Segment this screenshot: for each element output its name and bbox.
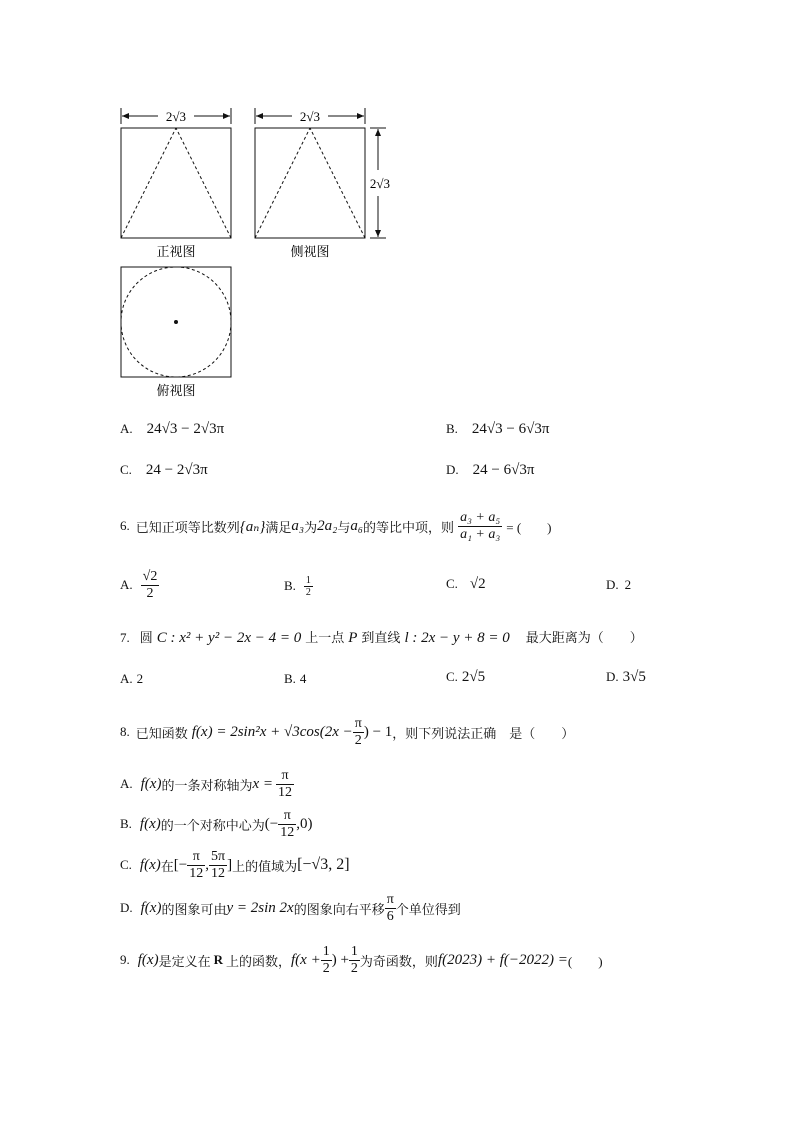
sequence-symbol: {aₙ}: [239, 518, 266, 535]
choice-letter: D.: [120, 900, 133, 915]
stem-text: 圆: [139, 630, 153, 645]
fraction-denominator: 2: [354, 732, 362, 748]
function-expression-end: ) − 1: [363, 723, 393, 740]
interval-end-fraction: [209, 849, 227, 882]
q8-stem: [120, 712, 574, 752]
side-height-dimension: [370, 128, 390, 238]
choice-letter: A.: [120, 421, 133, 436]
half-fraction: [321, 944, 332, 977]
fraction-numerator: π: [278, 808, 296, 825]
question-number: 8.: [120, 724, 130, 739]
shift-fraction: [385, 892, 396, 925]
stem-text: 上的函数，: [225, 953, 291, 969]
fraction-numerator: π: [187, 849, 205, 866]
front-width-dimension: [121, 108, 231, 124]
term-a3: a₃: [291, 517, 305, 534]
choice-letter: A.: [120, 776, 133, 791]
interval-comma: ,: [205, 856, 209, 873]
stem-text: 的等比中项，则: [363, 519, 455, 535]
choice-letter: B.: [284, 671, 296, 686]
q7-choice-b[interactable]: [284, 670, 306, 688]
q8-choice-b[interactable]: [120, 804, 312, 844]
fraction-numerator: π: [386, 891, 394, 907]
side-view: [255, 128, 365, 259]
choice-text: 3√5: [622, 669, 646, 685]
side-view-caption: 侧视图: [290, 244, 330, 259]
choice-text: 的一个对称中心为: [160, 817, 265, 833]
q6-stem: [120, 506, 552, 546]
fraction-denominator: 2: [305, 586, 311, 598]
pi-over-two: [353, 716, 364, 749]
choice-fraction: [141, 569, 160, 602]
choice-text: 24 − 2√3π: [145, 462, 208, 478]
q6-choice-c[interactable]: [446, 575, 486, 593]
axis-fraction: [276, 768, 294, 801]
fraction-denominator: a₁ + a₃: [460, 526, 501, 542]
interval-close: ]: [227, 856, 233, 873]
term-a6: a₆: [350, 517, 364, 534]
q5-choice-c[interactable]: [120, 461, 208, 479]
choice-letter: D.: [606, 577, 619, 592]
function-symbol: f(x): [137, 951, 159, 968]
function-symbol: f(x): [139, 815, 161, 832]
stem-text: 是定义在: [158, 953, 211, 969]
stem-text: 上一点: [305, 630, 345, 645]
choice-letter: A.: [120, 671, 133, 686]
choice-text: 在: [160, 858, 174, 874]
shifted-function-close: ) +: [331, 951, 349, 968]
interval-start-fraction: [187, 849, 205, 882]
fraction-denominator: 12: [278, 784, 293, 800]
fraction-numerator: 5π: [210, 848, 226, 864]
q5-choice-d[interactable]: [446, 461, 534, 479]
base-function: y = 2sin 2x: [226, 899, 294, 916]
stem-text: 为奇函数，则: [359, 953, 438, 969]
choice-letter: C.: [446, 576, 458, 591]
real-set-symbol: R: [213, 952, 223, 967]
top-view-caption: 俯视图: [156, 383, 196, 398]
fraction-denominator: 12: [280, 824, 295, 840]
three-view-figure: [110, 100, 410, 405]
q9-stem: [120, 940, 603, 980]
target-expression: f(2023) + f(−2022) =: [437, 951, 568, 968]
choice-text: 2√5: [461, 669, 486, 685]
stem-text: 已知正项等比数列: [135, 519, 240, 535]
choice-letter: C.: [446, 669, 458, 684]
choice-text: √2: [469, 576, 486, 592]
q8-choice-d[interactable]: [120, 888, 461, 928]
choice-letter: B.: [284, 578, 296, 593]
choice-text: 24 − 6√3π: [472, 462, 535, 478]
function-expression: f(x) = 2sin²x + √3cos(2x −: [191, 723, 353, 740]
q6-choice-b[interactable]: [284, 573, 313, 599]
circle-equation: C : x² + y² − 2x − 4 = 0: [156, 630, 302, 646]
range-interval: [−√3, 2]: [297, 856, 350, 873]
q8-choice-c[interactable]: [120, 845, 350, 885]
function-symbol: f(x): [140, 775, 162, 792]
question-number: 6.: [120, 518, 130, 533]
choice-text: 24√3 − 2√3π: [146, 421, 225, 437]
stem-text: 满足: [265, 519, 292, 535]
fraction-numerator: π: [354, 715, 362, 731]
function-symbol: f(x): [139, 856, 161, 873]
point-close: ,0): [296, 815, 313, 832]
choice-letter: C.: [120, 462, 132, 477]
stem-text: = ( ): [506, 519, 552, 535]
choice-fraction: [304, 575, 313, 598]
fraction-numerator: √2: [142, 568, 158, 584]
q7-choice-a[interactable]: [120, 670, 143, 688]
function-symbol: f(x): [140, 899, 162, 916]
side-width-label: 2√3: [299, 109, 321, 124]
stem-text: 已知函数: [135, 725, 188, 741]
q7-choice-d[interactable]: [606, 668, 646, 686]
fraction-denominator: 2: [322, 960, 330, 976]
q5-choice-a[interactable]: [120, 420, 224, 438]
axis-equation: x =: [252, 775, 274, 792]
front-view-caption: 正视图: [156, 244, 196, 259]
front-width-label: 2√3: [165, 109, 187, 124]
q6-choice-d[interactable]: [606, 576, 631, 594]
interval-open: [−: [173, 856, 188, 873]
fraction-numerator: π: [276, 768, 294, 785]
point-symbol: P: [348, 630, 358, 646]
choice-text: 上的值域为: [232, 858, 298, 874]
choice-text: 24√3 − 6√3π: [471, 421, 550, 437]
question-number: 9.: [120, 952, 130, 967]
choice-text: 4: [299, 671, 307, 686]
center-fraction: [278, 808, 296, 841]
front-view: [121, 128, 231, 259]
choice-letter: B.: [446, 421, 458, 436]
half-fraction: [349, 944, 360, 977]
question-number: 7.: [120, 630, 130, 645]
choice-letter: C.: [120, 857, 132, 872]
q7-choice-c[interactable]: [446, 668, 485, 686]
stem-text: 为: [304, 519, 318, 535]
fraction-numerator: 1: [350, 943, 358, 959]
choice-letter: D.: [446, 462, 459, 477]
choice-text: 2: [136, 671, 144, 686]
q5-choice-b[interactable]: [446, 420, 549, 438]
choice-text: 2: [624, 577, 632, 592]
choice-text: 的一条对称轴为: [161, 777, 253, 793]
fraction-denominator: 2: [141, 585, 160, 602]
side-height-label: 2√3: [369, 176, 391, 191]
fraction-numerator: 1: [322, 943, 330, 959]
point-open: (−: [264, 815, 279, 832]
choice-text: 的图象可由: [161, 901, 227, 917]
choice-letter: D.: [606, 669, 619, 684]
fraction-numerator: a₃ + a₅: [460, 509, 501, 525]
choice-letter: A.: [120, 577, 133, 592]
choice-letter: B.: [120, 816, 132, 831]
q8-choice-a[interactable]: [120, 764, 294, 804]
q6-choice-a[interactable]: [120, 565, 159, 605]
fraction-numerator: 1: [305, 574, 311, 586]
term-2a2: 2a₂: [317, 517, 338, 534]
stem-text: ，则下列说法正确 是（ ）: [392, 725, 575, 741]
stem-text: 最大距离为（ ）: [525, 630, 643, 645]
fraction-denominator: 2: [350, 960, 358, 976]
answer-paren: ( ): [567, 953, 603, 969]
side-width-dimension: [255, 108, 365, 124]
top-view: [121, 267, 231, 398]
fraction-denominator: 12: [189, 865, 204, 881]
choice-text: 个单位得到: [395, 901, 461, 917]
fraction-denominator: 6: [386, 908, 394, 924]
stem-text: 到直线: [361, 630, 401, 645]
choice-text: 的图象向右平移: [293, 901, 385, 917]
q7-stem: [120, 627, 643, 647]
fraction-denominator: 12: [211, 865, 226, 881]
shifted-function-open: f(x +: [291, 951, 321, 968]
line-equation: l : 2x − y + 8 = 0: [404, 630, 510, 646]
stem-text: 与: [337, 519, 351, 535]
ratio-fraction: [458, 510, 502, 543]
